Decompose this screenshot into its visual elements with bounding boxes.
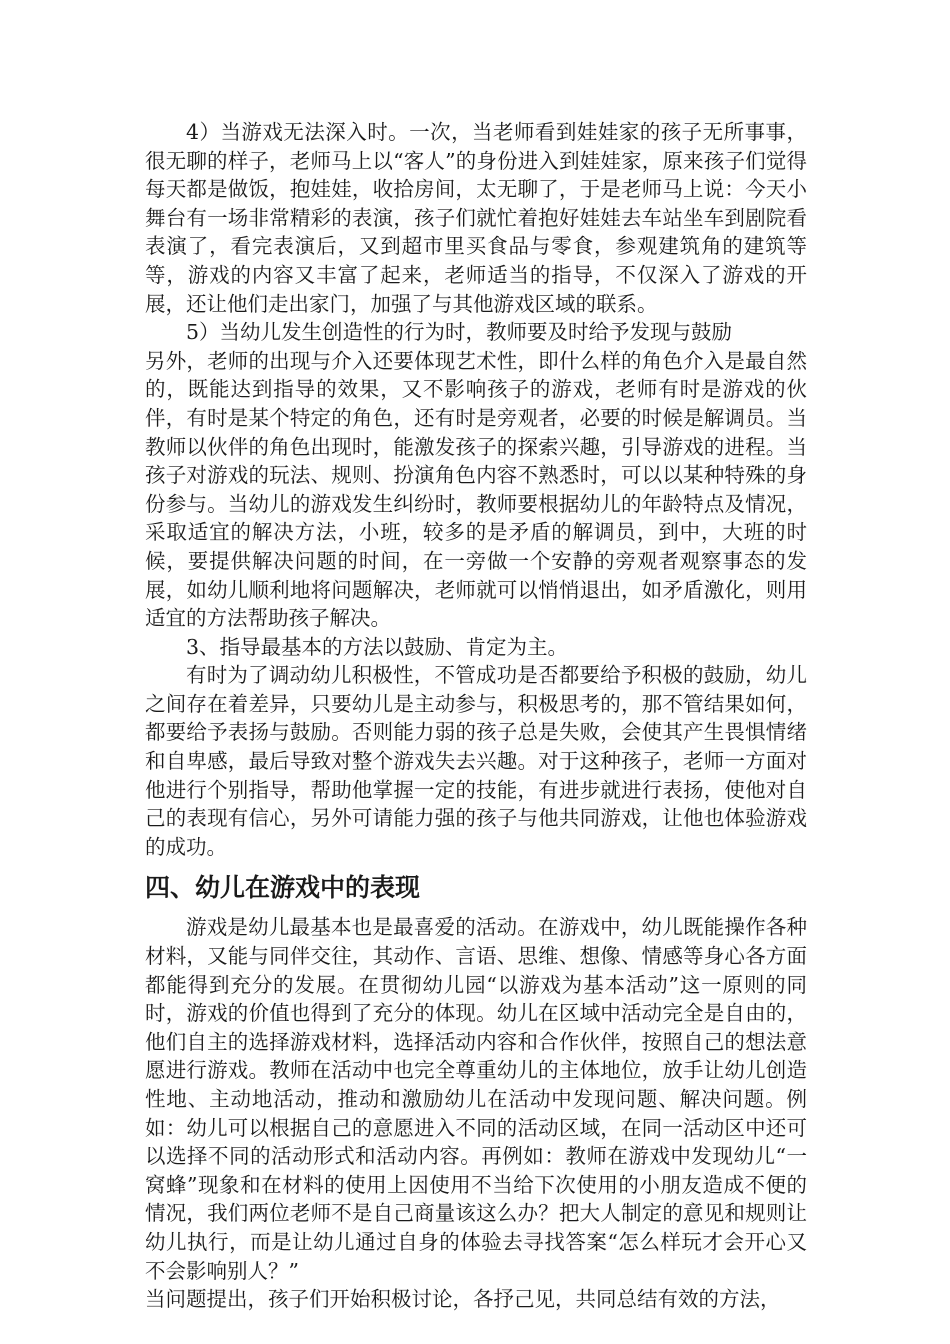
paragraph-problem-discussion: 当问题提出，孩子们开始积极讨论，各抒己见，共同总结有效的方法， <box>145 1287 781 1312</box>
paragraph-teacher-intervention-art: 另外，老师的出现与介入还要体现艺术性，即什么样的角色介入是最自然的，既能达到指导的效果，又不影响孩子的游戏，老师有时是游戏的伙伴，有时是某个特定的角色，还有时是旁观者，必要的时候是解调员。当教师以伙伴的角色出现时，能激发孩子的探索兴趣，引导游戏的进程。当孩子对游戏的玩法、规则、扮演角色内容不熟悉时，可以以某种特殊的身份参与。当幼儿的游戏发生纠纷时，教师要根据幼儿的年龄特点及情况，采取适宜的解决方法，小班，较多的是矛盾的解调员，到中，大班的时候，要提供解决问题的时间，在一旁做一个安静的旁观者观察事态的发展，如幼儿顺利地将问题解决，老师就可以悄悄退出，如矛盾激化，则用适宜的方法帮助孩子解决。 <box>145 348 807 631</box>
paragraph-game-performance: 游戏是幼儿最基本也是最喜爱的活动。在游戏中，幼儿既能操作各种材料，又能与同伴交往，其动作、言语、思维、想像、情感等身心各方面都能得到充分的发展。在贯彻幼儿园“以游戏为基本活动”这一原则的同时，游戏的价值也得到了充分的体现。幼儿在区域中活动完全是自由的，他们自主的选择游戏材料，选择活动内容和合作伙伴，按照自己的想法意愿进行游戏。教师在活动中也完全尊重幼儿的主体地位，放手让幼儿创造性地、主动地活动，推动和激励幼儿在活动中发现问题、解决问题。例如：幼儿可以根据自己的意愿进入不同的活动区域，在同一活动区中还可以选择不同的活动形式和活动内容。再例如：教师在游戏中发现幼儿“一窝蜂”现象和在材料的使用上因使用不当给下次使用的小朋友造成不便的情况，我们两位老师不是自己商量该这么办？把大人制定的意见和规则让幼儿执行，而是让幼儿通过自身的体验去寻找答案“怎么样玩才会开心又不会影响别人？” <box>145 915 807 1283</box>
paragraph-game-cannot-deepen: 4）当游戏无法深入时。一次，当老师看到娃娃家的孩子无所事事，很无聊的样子，老师马上以“客人”的身份进入到娃娃家，原来孩子们觉得每天都是做饭，抱娃娃，收拾房间，太无聊了，于是老师马上说：今天小舞台有一场非常精彩的表演，孩子们就忙着抱好娃娃去车站坐车到剧院看表演了，看完表演后，又到超市里买食品与零食，参观建筑角的建筑等等，游戏的内容又丰富了起来，老师适当的指导，不仅深入了游戏的开展，还让他们走出家门，加强了与其他游戏区域的联系。 <box>145 120 807 316</box>
section-heading: 四、幼儿在游戏中的表现 <box>145 873 421 903</box>
paragraph-guidance-method: 3、指导最基本的方法以鼓励、肯定为主。 <box>186 634 569 659</box>
document-page <box>145 118 807 1314</box>
paragraph-encouragement: 有时为了调动幼儿积极性，不管成功是否都要给予积极的鼓励，幼儿之间存在着差异，只要幼儿是主动参与，积极思考的，那不管结果如何，都要给予表扬与鼓励。否则能力弱的孩子总是失败，会使其产生畏惧情绪和自卑感，最后导致对整个游戏失去兴趣。对于这种孩子，老师一方面对他进行个别指导，帮助他掌握一定的技能，有进步就进行表扬，使他对自己的表现有信心，另外可请能力强的孩子与他共同游戏，让他也体验游戏的成功。 <box>145 663 807 859</box>
paragraph-creative-behavior: 5）当幼儿发生创造性的行为时，教师要及时给予发现与鼓励 <box>186 320 733 345</box>
